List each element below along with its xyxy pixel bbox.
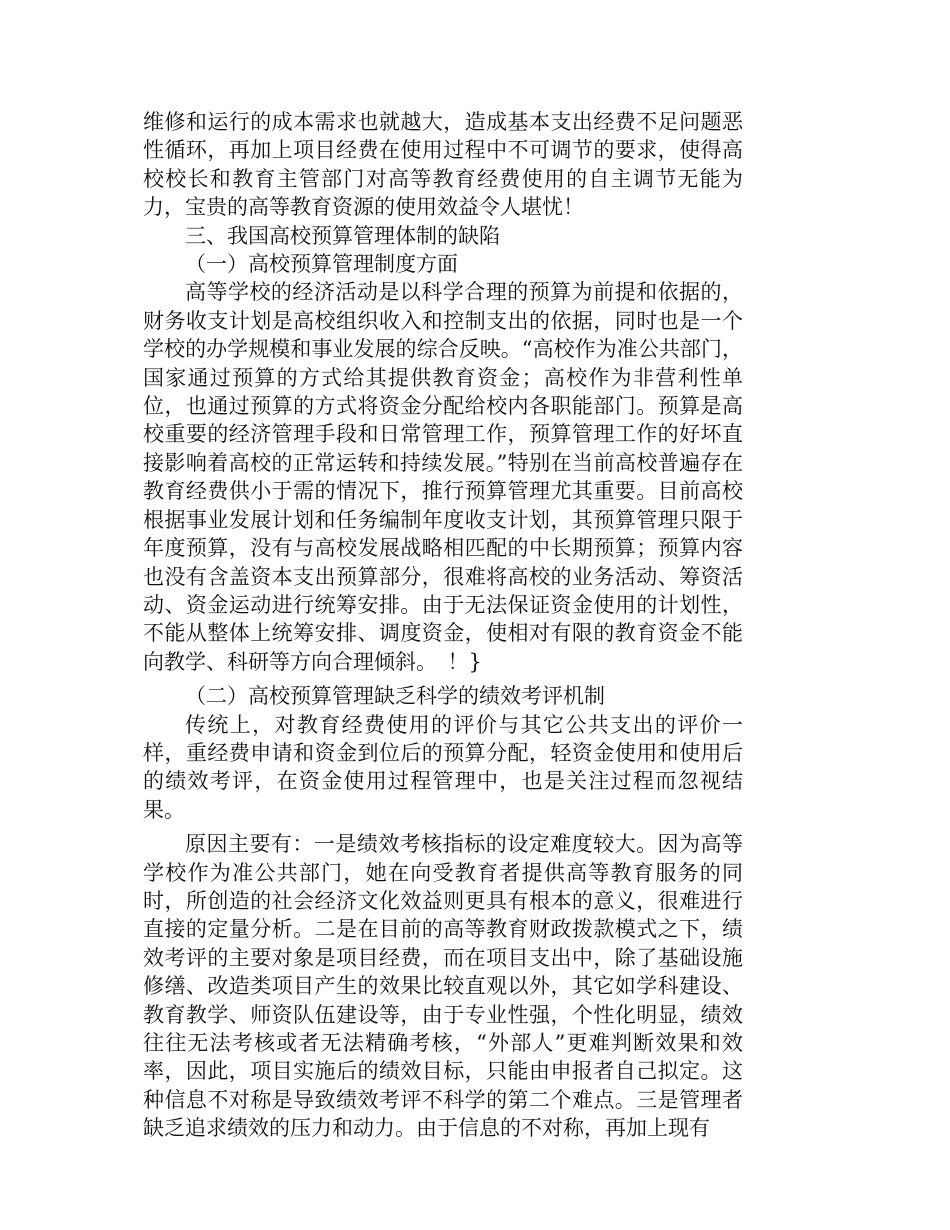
- paragraph-continuation: 维修和运行的成本需求也就越大，造成基本支出经费不足问题恶性循环，再加上项目经费在使用过程中不可调节的要求，使得高校校长和教育主管部门对高等教育经费使用的自主调节无能为力，宝贵的高等教育资源的使用效益令人堪忧！: [143, 110, 743, 220]
- paragraph-budget-system: 高等学校的经济活动是以科学合理的预算为前提和依据的，财务收支计划是高校组织收入和控制支出的依据，同时也是一个学校的办学规模和事业发展的综合反映。“高校作为准公共部门，国家通过预算的方式给其提供教育资金；高校作为非营利性单位，也通过预算的方式将资金分配给校内各职能部门。预算是高校重要的经济管理手段和日常管理工作，预算管理工作的好坏直接影响着高校的正常运转和持续发展。”特别在当前高校普遍存在教育经费供小于需的情况下，推行预算管理尤其重要。目前高校根据事业发展计划和任务编制年度收支计划，其预算管理只限于年度预算，没有与高校发展战略相匹配的中长期预算；预算内容也没有含盖资本支出预算部分，很难将高校的业务活动、筹资活动、资金运动进行统筹安排。由于无法保证资金使用的计划性，不能从整体上统筹安排、调度资金，使相对有限的教育资金不能向教学、科研等方向合理倾斜。 ！}: [143, 280, 743, 674]
- section-heading: 三、我国高校预算管理体制的缺陷: [185, 223, 500, 248]
- paragraph-reasons: 原因主要有：一是绩效考核指标的设定难度较大。因为高等学校作为准公共部门，她在向受教育者提供高等教育服务的同时，所创造的社会经济文化效益则更具有根本的意义，很难进行直接的定量分析。二是在目前的高等教育财政拨款模式之下，绩效考评的主要对象是项目经费，而在项目支出中，除了基础设施修缮、改造类项目产生的效果比较直观以外，其它如学科建设、教育教学、师资队伍建设等，由于专业性强，个性化明显，绩效往往无法考核或者无法精确考核，“外部人”更难判断效果和效率，因此，项目实施后的绩效目标，只能由申报者自己拟定。这种信息不对称是导致绩效考评不科学的第二个难点。三是管理者缺乏追求绩效的压力和动力。由于信息的不对称，再加上现有: [143, 832, 743, 1141]
- document-page: [143, 108, 743, 1143]
- paragraph-evaluation-tradition: 传统上，对教育经费使用的评价与其它公共支出的评价一样，重经费申请和资金到位后的预算分配，轻资金使用和使用后的绩效考评，在资金使用过程管理中，也是关注过程而忽视结果。: [143, 712, 743, 822]
- subsection-heading-1: （一）高校预算管理制度方面: [185, 252, 458, 277]
- subsection-heading-2: （二）高校预算管理缺乏科学的绩效考评机制: [185, 684, 605, 709]
